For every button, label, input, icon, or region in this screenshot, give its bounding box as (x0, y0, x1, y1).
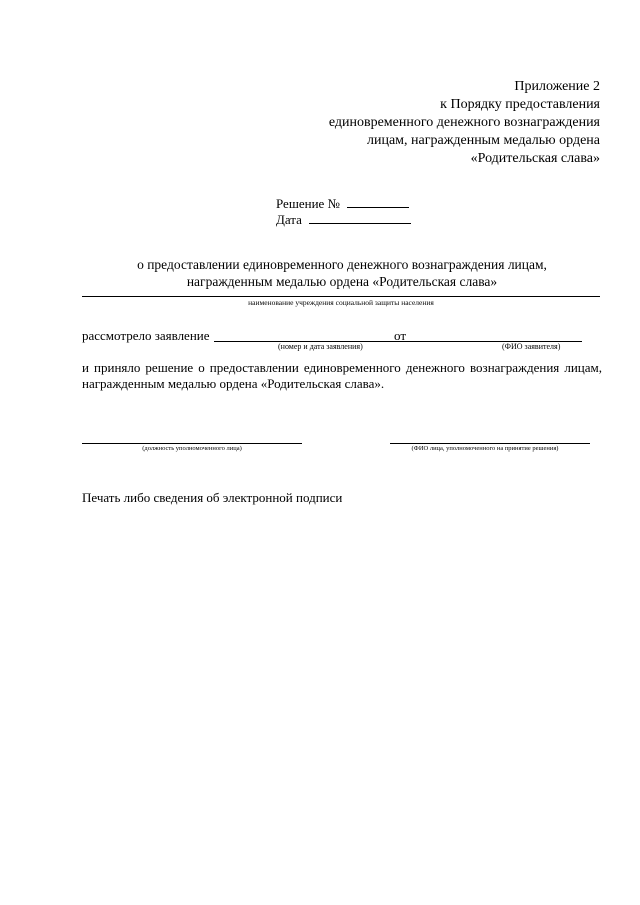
decision-number-row (276, 196, 411, 212)
document-title (82, 256, 602, 290)
reviewed-label: рассмотрело заявление (82, 328, 210, 343)
name-caption: (ФИО лица, уполномоченного на принятие решения) (411, 445, 559, 452)
annex-line-4: лицам, награжденным медалью ордена (366, 133, 600, 148)
annex-line-2: к Порядку предоставления (440, 97, 600, 112)
title-line-2: награжденным медалью ордена «Родительская слава» (186, 274, 498, 289)
title-line-1: о предоставлении единовременного денежного вознаграждения лицам, (137, 257, 547, 272)
annex-line-1: Приложение 2 (514, 79, 600, 94)
decision-date-row (276, 212, 411, 228)
annex-line-3: единовременного денежного вознаграждения (328, 115, 600, 130)
from-label: от (394, 328, 407, 343)
seal-note: Печать либо сведения об электронной подписи (82, 490, 343, 505)
name-signature-line[interactable] (390, 443, 590, 444)
institution-caption: наименование учреждения социальной защиты населения (248, 298, 434, 307)
applicant-caption: (ФИО заявителя) (502, 342, 561, 351)
decision-paragraph: и приняло решение о предоставлении единовременного денежного вознаграждения лицам, награжденным медалью ордена «Родительская слава». (82, 360, 602, 391)
position-signature-line[interactable] (82, 443, 302, 444)
decision-number-label: Решение № (276, 196, 340, 211)
position-caption: (должность уполномоченного лица) (142, 445, 242, 452)
annex-header (270, 78, 600, 168)
reviewed-row (82, 328, 602, 354)
application-caption: (номер и дата заявления) (278, 342, 363, 351)
decision-date-label: Дата (276, 212, 302, 227)
institution-blank-line[interactable] (82, 296, 600, 297)
decision-block (276, 196, 411, 228)
decision-number-blank[interactable] (347, 196, 409, 208)
decision-date-blank[interactable] (309, 212, 411, 224)
annex-line-5: «Родительская слава» (470, 151, 600, 166)
